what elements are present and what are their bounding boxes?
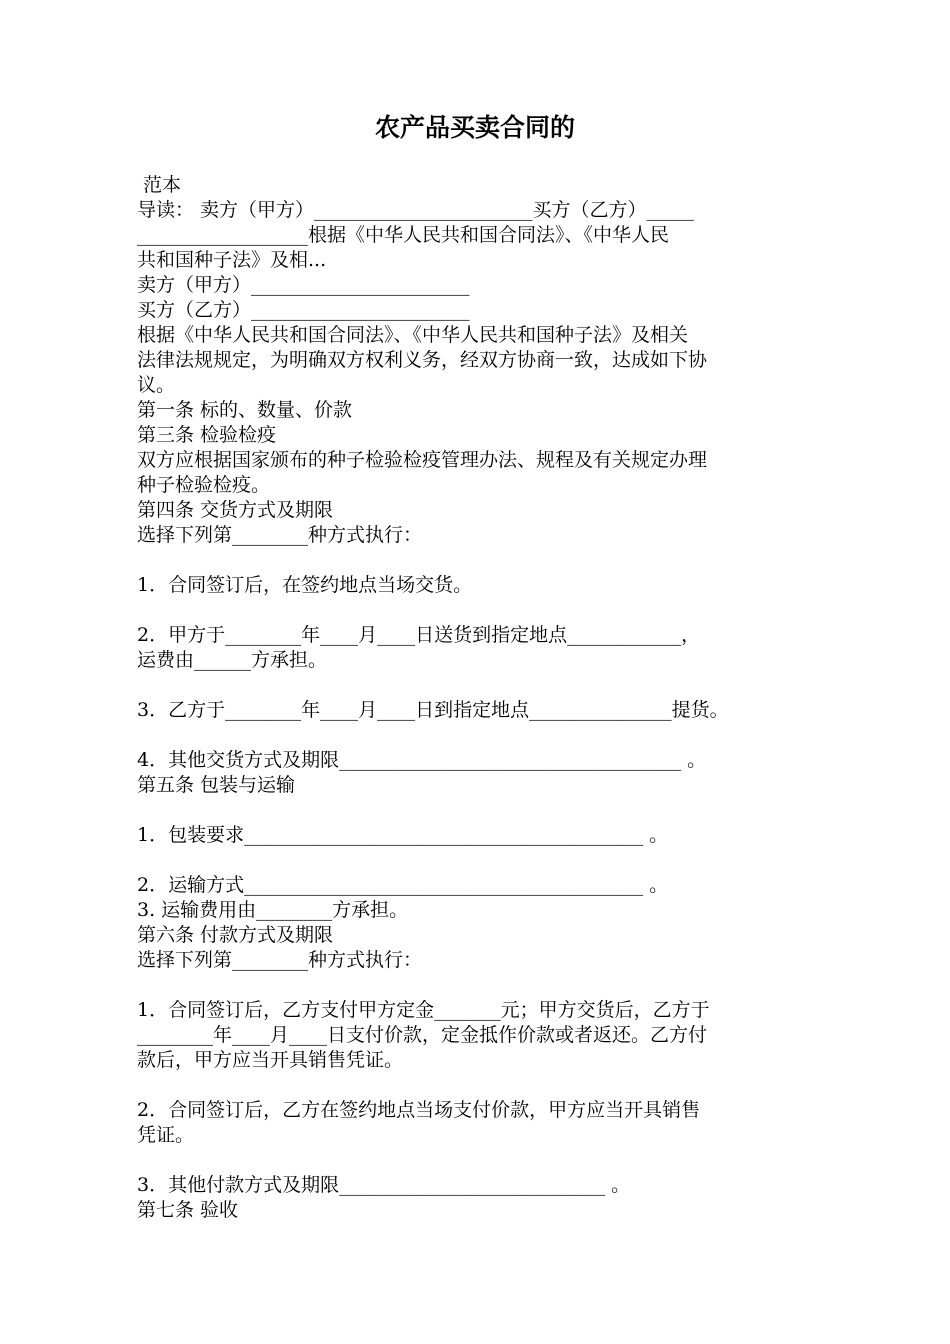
- document-line: 双方应根据国家颁布的种子检验检疫管理办法、规程及有关规定办理: [137, 449, 708, 471]
- document-line: 卖方（甲方）_______________________: [137, 274, 470, 296]
- blank-line: [137, 798, 817, 823]
- document-line: 2．甲方于________年____月____日送货到指定地点____________，: [137, 624, 701, 646]
- document-line: 导读： 卖方（甲方）_______________________买方（乙方）_____: [137, 199, 695, 221]
- document-line: 选择下列第________种方式执行：: [137, 949, 423, 971]
- document-line: 第一条 标的、数量、价款: [137, 399, 353, 421]
- document-line: 法律法规规定，为明确双方权利义务，经双方协商一致，达成如下协: [137, 349, 708, 371]
- document-line: 运费由______方承担。: [137, 649, 328, 671]
- document-line: 第六条 付款方式及期限: [137, 924, 334, 946]
- blank-line: [137, 673, 817, 698]
- blank-line: [137, 1148, 817, 1173]
- document-line: 1．合同签订后，在签约地点当场交货。: [137, 574, 473, 596]
- document-body: [137, 173, 817, 1223]
- blank-line: [137, 598, 817, 623]
- document-line: 范本: [137, 174, 182, 196]
- document-line: 根据《中华人民共和国合同法》、《中华人民共和国种子法》及相关: [137, 324, 689, 346]
- document-line: 3．乙方于________年____月____日到指定地点_______________提货。: [137, 699, 729, 721]
- blank-line: [137, 1073, 817, 1098]
- document-line: ________年____月____日支付价款，定金抵作价款或者返还。乙方付: [137, 1024, 708, 1046]
- document-line: 第七条 验收: [137, 1199, 239, 1221]
- document-line: 第五条 包装与运输: [137, 774, 296, 796]
- document-line: __________________根据《中华人民共和国合同法》、《中华人民: [137, 224, 670, 246]
- blank-line: [137, 723, 817, 748]
- document-line: 2．运输方式__________________________________________ 。: [137, 874, 669, 896]
- document-line: 种子检验检疫。: [137, 474, 271, 496]
- blank-line: [137, 548, 817, 573]
- blank-line: [137, 973, 817, 998]
- document-line: 3. 运输费用由________方承担。: [137, 899, 409, 921]
- document-line: 款后，甲方应当开具销售凭证。: [137, 1049, 404, 1071]
- blank-line: [137, 848, 817, 873]
- document-line: 凭证。: [137, 1124, 195, 1146]
- document-line: 共和国种子法》及相...: [137, 249, 327, 271]
- document-line: 3．其他付款方式及期限____________________________ 。: [137, 1174, 631, 1196]
- document-line: 2．合同签订后，乙方在签约地点当场支付价款，甲方应当开具销售: [137, 1099, 701, 1121]
- document-line: 选择下列第________种方式执行：: [137, 524, 423, 546]
- document-title: 农产品买卖合同的: [374, 113, 575, 142]
- document-line: 议。: [137, 374, 176, 396]
- document-line: 买方（乙方）_______________________: [137, 299, 470, 321]
- document-line: 1．合同签订后，乙方支付甲方定金_______元；甲方交货后，乙方于: [137, 999, 710, 1021]
- document-line: 4．其他交货方式及期限____________________________________ 。: [137, 749, 707, 771]
- document-line: 第四条 交货方式及期限: [137, 499, 334, 521]
- document-line: 1．包装要求__________________________________________ 。: [137, 824, 669, 846]
- document-line: 第三条 检验检疫: [137, 424, 277, 446]
